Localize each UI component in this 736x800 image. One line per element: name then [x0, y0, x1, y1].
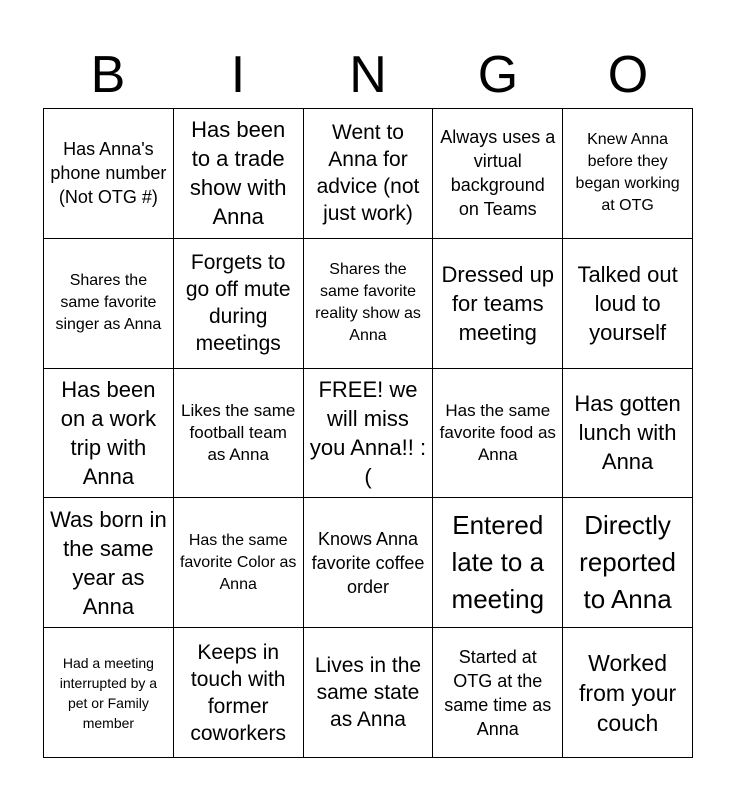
- bingo-cell[interactable]: [563, 369, 693, 499]
- cell-text: FREE! we will miss you Anna!! :(: [309, 376, 427, 489]
- bingo-cell[interactable]: [174, 628, 304, 758]
- cell-text: Shares the same favorite singer as Anna: [55, 272, 162, 334]
- bingo-cell[interactable]: [174, 109, 304, 239]
- bingo-cell[interactable]: [44, 239, 174, 369]
- cell-text: Has been on a work trip with Anna: [60, 376, 157, 489]
- bingo-cell[interactable]: [304, 628, 434, 758]
- bingo-cell[interactable]: [44, 109, 174, 239]
- cell-text: Was born in the same year as Anna: [50, 506, 167, 619]
- cell-text: Knew Anna before they began working at OTG: [575, 131, 680, 215]
- bingo-cell[interactable]: [433, 369, 563, 499]
- cell-text: Shares the same favorite reality show as Anna: [315, 261, 421, 345]
- cell-text: Has been to a trade show with Anna: [189, 117, 287, 230]
- bingo-header: [43, 44, 693, 106]
- bingo-cell[interactable]: [44, 628, 174, 758]
- header-letter-i: I: [230, 46, 246, 104]
- cell-text: Directly reported to Anna: [579, 510, 677, 615]
- cell-text: Has the same favorite food as Anna: [439, 400, 556, 464]
- cell-text: Has Anna's phone number (Not OTG #): [50, 139, 167, 208]
- bingo-cell[interactable]: [44, 498, 174, 628]
- bingo-board: [43, 108, 693, 758]
- cell-text: Dressed up for teams meeting: [441, 261, 555, 345]
- cell-text: Lives in the same state as Anna: [314, 654, 422, 732]
- cell-text: Has the same favorite Color as Anna: [179, 531, 297, 593]
- cell-text: Keeps in touch with former coworkers: [190, 640, 287, 745]
- bingo-cell[interactable]: [563, 628, 693, 758]
- bingo-cell[interactable]: [433, 239, 563, 369]
- cell-text: Likes the same football team as Anna: [181, 400, 296, 464]
- cell-text: Forgets to go off mute during meetings: [185, 251, 291, 356]
- bingo-cell[interactable]: [563, 239, 693, 369]
- cell-text: Entered late to a meeting: [451, 510, 545, 615]
- header-letter-g: G: [477, 46, 519, 104]
- bingo-cell[interactable]: [433, 498, 563, 628]
- bingo-cell[interactable]: [433, 628, 563, 758]
- bingo-cell[interactable]: [304, 239, 434, 369]
- cell-text: Went to Anna for advice (not just work): [316, 121, 420, 226]
- cell-text: Knows Anna favorite coffee order: [311, 528, 425, 597]
- header-letter-n: N: [349, 46, 387, 104]
- bingo-cell[interactable]: [304, 369, 434, 499]
- bingo-cell[interactable]: [174, 498, 304, 628]
- cell-text: Talked out loud to yourself: [577, 261, 678, 345]
- bingo-cell[interactable]: [433, 109, 563, 239]
- cell-text: Always uses a virtual background on Teams: [440, 127, 556, 220]
- cell-text: Worked from your couch: [579, 649, 677, 736]
- bingo-cell[interactable]: [563, 498, 693, 628]
- cell-text: Had a meeting interrupted by a pet or Family member: [59, 654, 158, 731]
- bingo-cell[interactable]: [304, 109, 434, 239]
- cell-text: Started at OTG at the same time as Anna: [444, 646, 552, 739]
- bingo-cell[interactable]: [174, 239, 304, 369]
- bingo-cell[interactable]: [563, 109, 693, 239]
- header-letter-o: O: [607, 46, 649, 104]
- bingo-cell[interactable]: [44, 369, 174, 499]
- cell-text: Has gotten lunch with Anna: [574, 391, 681, 475]
- header-letter-b: B: [90, 46, 126, 104]
- bingo-cell[interactable]: [174, 369, 304, 499]
- bingo-cell[interactable]: [304, 498, 434, 628]
